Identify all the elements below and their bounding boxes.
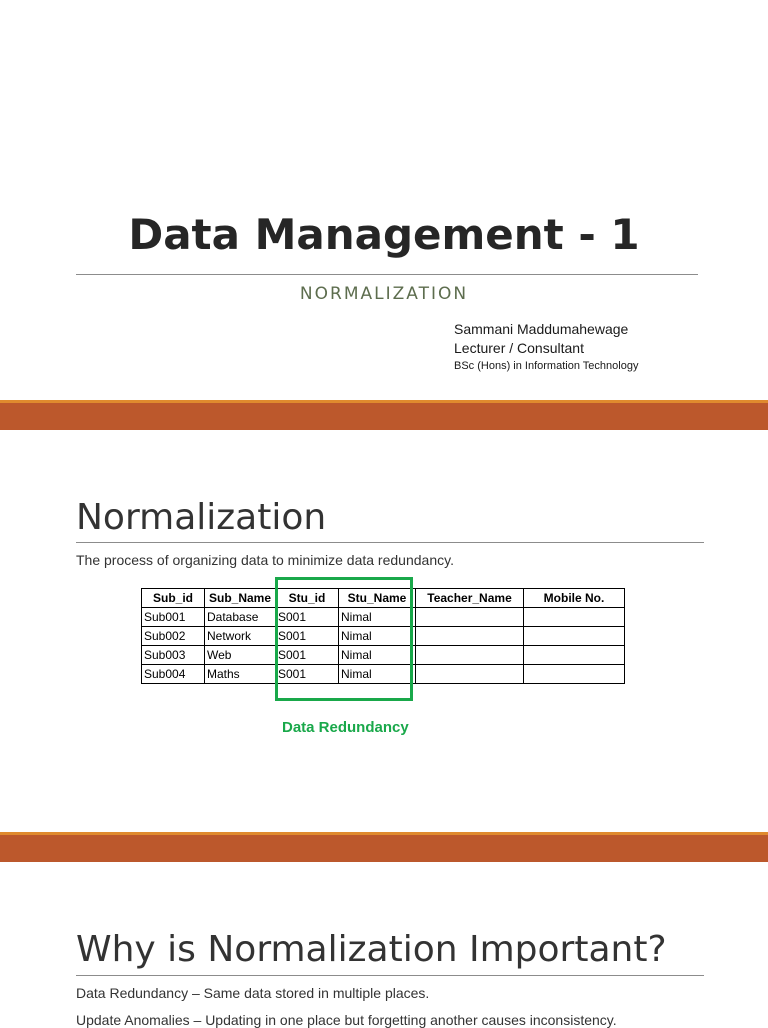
col-header-mobile-no: Mobile No. [524, 589, 625, 608]
cell-sub-name: Database [205, 608, 276, 627]
cell-sub-id: Sub001 [142, 608, 205, 627]
cell-sub-id: Sub004 [142, 665, 205, 684]
col-header-stu-id: Stu_id [276, 589, 339, 608]
cell-teacher-name [416, 665, 524, 684]
normalization-heading: Normalization [76, 497, 327, 538]
title-divider [76, 274, 698, 275]
cell-mobile-no [524, 627, 625, 646]
cell-sub-id: Sub002 [142, 627, 205, 646]
cell-teacher-name [416, 608, 524, 627]
redundancy-point: Data Redundancy – Same data stored in multiple places. [76, 985, 430, 1001]
col-header-stu-name: Stu_Name [339, 589, 416, 608]
redundancy-highlight-box [275, 577, 413, 701]
cell-sub-name: Maths [205, 665, 276, 684]
author-block [454, 320, 638, 375]
heading-divider [76, 542, 704, 543]
cell-stu-name: Nimal [339, 608, 416, 627]
slide-subtitle: NORMALIZATION [299, 284, 469, 304]
update-anomalies-point: Update Anomalies – Updating in one place but forgetting another causes inconsistency. [76, 1012, 617, 1028]
cell-mobile-no [524, 646, 625, 665]
slide-separator-band [0, 400, 768, 430]
author-role: Lecturer / Consultant [454, 340, 584, 356]
cell-sub-name: Network [205, 627, 276, 646]
col-header-sub-name: Sub_Name [205, 589, 276, 608]
cell-stu-id: S001 [276, 646, 339, 665]
slide-title: Data Management - 1 [128, 210, 640, 259]
author-name: Sammani Maddumahewage [454, 321, 629, 337]
cell-stu-name: Nimal [339, 665, 416, 684]
author-degree: BSc (Hons) in Information Technology [454, 360, 639, 372]
why-normalization-heading: Why is Normalization Important? [76, 929, 667, 970]
cell-sub-name: Web [205, 646, 276, 665]
normalization-definition: The process of organizing data to minimize data redundancy. [76, 552, 454, 568]
cell-mobile-no [524, 665, 625, 684]
cell-teacher-name [416, 627, 524, 646]
col-header-sub-id: Sub_id [142, 589, 205, 608]
cell-stu-name: Nimal [339, 627, 416, 646]
cell-mobile-no [524, 608, 625, 627]
cell-teacher-name [416, 646, 524, 665]
cell-stu-id: S001 [276, 665, 339, 684]
data-redundancy-label: Data Redundancy [282, 719, 409, 736]
heading-divider [76, 975, 704, 976]
slide-separator-band [0, 832, 768, 862]
col-header-teacher-name: Teacher_Name [416, 589, 524, 608]
cell-stu-id: S001 [276, 608, 339, 627]
cell-sub-id: Sub003 [142, 646, 205, 665]
cell-stu-name: Nimal [339, 646, 416, 665]
cell-stu-id: S001 [276, 627, 339, 646]
